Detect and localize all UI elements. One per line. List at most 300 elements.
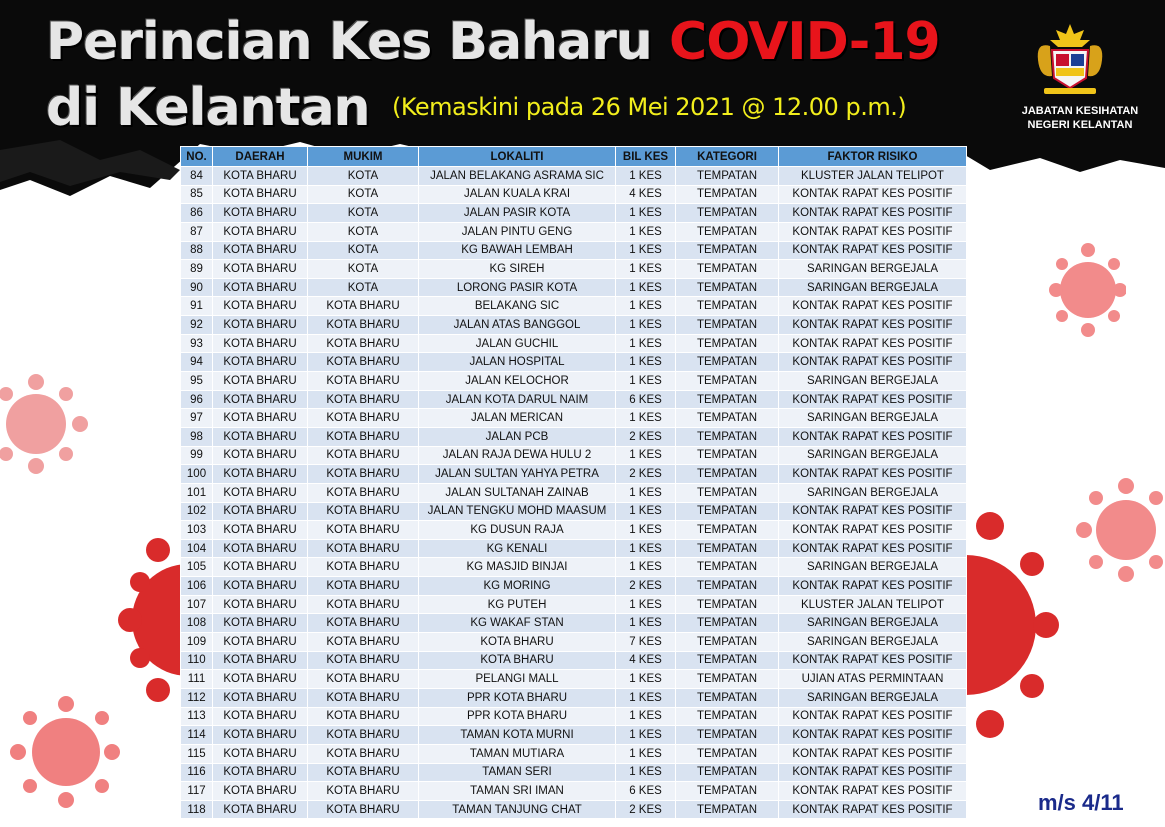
cell-daerah: KOTA BHARU (213, 427, 308, 446)
cell-no: 110 (181, 651, 213, 670)
cell-faktor-risiko: KLUSTER JALAN TELIPOT (779, 167, 967, 186)
cell-faktor-risiko: KONTAK RAPAT KES POSITIF (779, 241, 967, 260)
cell-daerah: KOTA BHARU (213, 185, 308, 204)
cell-kategori: TEMPATAN (676, 800, 779, 819)
cell-daerah: KOTA BHARU (213, 222, 308, 241)
cell-kategori: TEMPATAN (676, 502, 779, 521)
update-timestamp: (Kemaskini pada 26 Mei 2021 @ 12.00 p.m.) (392, 93, 907, 121)
cell-mukim: KOTA BHARU (308, 744, 419, 763)
case-table-container (180, 146, 966, 819)
cell-bil-kes: 1 KES (616, 763, 676, 782)
cell-lokaliti: TAMAN SRI IMAN (419, 782, 616, 801)
cell-faktor-risiko: SARINGAN BERGEJALA (779, 614, 967, 633)
page-number: m/s 4/11 (1038, 790, 1124, 815)
cell-no: 107 (181, 595, 213, 614)
cell-bil-kes: 1 KES (616, 446, 676, 465)
cell-faktor-risiko: SARINGAN BERGEJALA (779, 688, 967, 707)
cell-no: 90 (181, 278, 213, 297)
table-row (181, 241, 967, 260)
cell-bil-kes: 1 KES (616, 539, 676, 558)
cell-lokaliti: JALAN SULTAN YAHYA PETRA (419, 465, 616, 484)
cell-mukim: KOTA BHARU (308, 427, 419, 446)
department-name (1005, 104, 1155, 132)
cell-daerah: KOTA BHARU (213, 726, 308, 745)
cell-bil-kes: 1 KES (616, 278, 676, 297)
cell-kategori: TEMPATAN (676, 688, 779, 707)
cell-mukim: KOTA (308, 260, 419, 279)
cell-kategori: TEMPATAN (676, 539, 779, 558)
cell-lokaliti: JALAN KELOCHOR (419, 372, 616, 391)
table-header-row (181, 147, 967, 167)
table-row (181, 521, 967, 540)
department-line1: JABATAN KESIHATAN (1021, 105, 1139, 117)
table-row (181, 633, 967, 652)
cell-faktor-risiko: KONTAK RAPAT KES POSITIF (779, 521, 967, 540)
cell-daerah: KOTA BHARU (213, 800, 308, 819)
cell-bil-kes: 1 KES (616, 260, 676, 279)
cell-lokaliti: BELAKANG SIC (419, 297, 616, 316)
table-row (181, 651, 967, 670)
cell-no: 100 (181, 465, 213, 484)
cell-faktor-risiko: KONTAK RAPAT KES POSITIF (779, 390, 967, 409)
table-row (181, 390, 967, 409)
cell-kategori: TEMPATAN (676, 465, 779, 484)
cell-kategori: TEMPATAN (676, 483, 779, 502)
cell-mukim: KOTA BHARU (308, 297, 419, 316)
cell-daerah: KOTA BHARU (213, 521, 308, 540)
virus-icon (1048, 234, 1126, 352)
table-row (181, 260, 967, 279)
cell-no: 96 (181, 390, 213, 409)
cell-daerah: KOTA BHARU (213, 465, 308, 484)
cell-faktor-risiko: KONTAK RAPAT KES POSITIF (779, 204, 967, 223)
cell-bil-kes: 1 KES (616, 409, 676, 428)
cell-daerah: KOTA BHARU (213, 241, 308, 260)
cell-daerah: KOTA BHARU (213, 539, 308, 558)
cell-daerah: KOTA BHARU (213, 595, 308, 614)
cell-bil-kes: 1 KES (616, 204, 676, 223)
cell-no: 84 (181, 167, 213, 186)
table-row (181, 446, 967, 465)
cell-lokaliti: KG SIREH (419, 260, 616, 279)
table-row (181, 204, 967, 223)
cell-bil-kes: 1 KES (616, 558, 676, 577)
table-row (181, 502, 967, 521)
cell-no: 88 (181, 241, 213, 260)
cell-bil-kes: 2 KES (616, 577, 676, 596)
cell-no: 115 (181, 744, 213, 763)
table-row (181, 334, 967, 353)
table-row (181, 726, 967, 745)
cell-mukim: KOTA BHARU (308, 595, 419, 614)
cell-no: 112 (181, 688, 213, 707)
cell-lokaliti: KG DUSUN RAJA (419, 521, 616, 540)
cell-lokaliti: PPR KOTA BHARU (419, 688, 616, 707)
cell-bil-kes: 1 KES (616, 316, 676, 335)
cell-mukim: KOTA BHARU (308, 726, 419, 745)
cell-lokaliti: KOTA BHARU (419, 651, 616, 670)
page-title-line2: di Kelantan (46, 78, 370, 138)
cell-kategori: TEMPATAN (676, 633, 779, 652)
cell-daerah: KOTA BHARU (213, 446, 308, 465)
table-row (181, 316, 967, 335)
column-header-no: NO. (181, 147, 213, 167)
cell-no: 95 (181, 372, 213, 391)
cell-mukim: KOTA (308, 167, 419, 186)
cell-faktor-risiko: KONTAK RAPAT KES POSITIF (779, 763, 967, 782)
cell-faktor-risiko: KLUSTER JALAN TELIPOT (779, 595, 967, 614)
cell-daerah: KOTA BHARU (213, 167, 308, 186)
cell-daerah: KOTA BHARU (213, 707, 308, 726)
cell-no: 116 (181, 763, 213, 782)
cell-daerah: KOTA BHARU (213, 353, 308, 372)
cell-faktor-risiko: KONTAK RAPAT KES POSITIF (779, 651, 967, 670)
cell-no: 89 (181, 260, 213, 279)
table-row (181, 483, 967, 502)
cell-lokaliti: JALAN TENGKU MOHD MAASUM (419, 502, 616, 521)
cell-no: 111 (181, 670, 213, 689)
cell-kategori: TEMPATAN (676, 334, 779, 353)
cell-daerah: KOTA BHARU (213, 204, 308, 223)
cell-faktor-risiko: KONTAK RAPAT KES POSITIF (779, 316, 967, 335)
cell-faktor-risiko: KONTAK RAPAT KES POSITIF (779, 222, 967, 241)
cell-mukim: KOTA (308, 185, 419, 204)
cell-mukim: KOTA BHARU (308, 800, 419, 819)
cell-kategori: TEMPATAN (676, 446, 779, 465)
cell-no: 94 (181, 353, 213, 372)
cell-daerah: KOTA BHARU (213, 670, 308, 689)
cell-lokaliti: JALAN KUALA KRAI (419, 185, 616, 204)
cell-faktor-risiko: SARINGAN BERGEJALA (779, 483, 967, 502)
cell-kategori: TEMPATAN (676, 521, 779, 540)
cell-bil-kes: 4 KES (616, 651, 676, 670)
table-row (181, 278, 967, 297)
cell-lokaliti: TAMAN MUTIARA (419, 744, 616, 763)
cell-daerah: KOTA BHARU (213, 782, 308, 801)
cell-no: 114 (181, 726, 213, 745)
cell-no: 109 (181, 633, 213, 652)
cell-daerah: KOTA BHARU (213, 372, 308, 391)
cell-no: 104 (181, 539, 213, 558)
cell-lokaliti: JALAN GUCHIL (419, 334, 616, 353)
cell-kategori: TEMPATAN (676, 390, 779, 409)
cell-daerah: KOTA BHARU (213, 558, 308, 577)
table-row (181, 782, 967, 801)
cell-daerah: KOTA BHARU (213, 278, 308, 297)
cell-lokaliti: JALAN ATAS BANGGOL (419, 316, 616, 335)
cell-faktor-risiko: KONTAK RAPAT KES POSITIF (779, 744, 967, 763)
column-header-daerah: DAERAH (213, 147, 308, 167)
cell-lokaliti: JALAN HOSPITAL (419, 353, 616, 372)
cell-kategori: TEMPATAN (676, 260, 779, 279)
cell-lokaliti: KG MORING (419, 577, 616, 596)
cell-lokaliti: KG PUTEH (419, 595, 616, 614)
cell-kategori: TEMPATAN (676, 185, 779, 204)
cell-daerah: KOTA BHARU (213, 651, 308, 670)
cell-faktor-risiko: KONTAK RAPAT KES POSITIF (779, 707, 967, 726)
cell-bil-kes: 1 KES (616, 167, 676, 186)
cell-faktor-risiko: KONTAK RAPAT KES POSITIF (779, 782, 967, 801)
cell-bil-kes: 1 KES (616, 222, 676, 241)
cell-mukim: KOTA BHARU (308, 763, 419, 782)
cell-bil-kes: 1 KES (616, 372, 676, 391)
cell-bil-kes: 1 KES (616, 614, 676, 633)
virus-icon (0, 366, 92, 484)
title-text: Perincian Kes Baharu (46, 12, 652, 72)
cell-kategori: TEMPATAN (676, 409, 779, 428)
table-body (181, 167, 967, 819)
cell-bil-kes: 1 KES (616, 297, 676, 316)
cell-daerah: KOTA BHARU (213, 297, 308, 316)
cell-faktor-risiko: KONTAK RAPAT KES POSITIF (779, 502, 967, 521)
cell-lokaliti: KG WAKAF STAN (419, 614, 616, 633)
cell-daerah: KOTA BHARU (213, 390, 308, 409)
cell-faktor-risiko: SARINGAN BERGEJALA (779, 446, 967, 465)
cell-kategori: TEMPATAN (676, 222, 779, 241)
cell-mukim: KOTA BHARU (308, 782, 419, 801)
cell-no: 98 (181, 427, 213, 446)
cell-bil-kes: 2 KES (616, 465, 676, 484)
cell-faktor-risiko: SARINGAN BERGEJALA (779, 260, 967, 279)
cell-mukim: KOTA BHARU (308, 465, 419, 484)
cell-kategori: TEMPATAN (676, 614, 779, 633)
table-row (181, 167, 967, 186)
table-row (181, 577, 967, 596)
cell-mukim: KOTA BHARU (308, 334, 419, 353)
cell-mukim: KOTA BHARU (308, 353, 419, 372)
cell-bil-kes: 1 KES (616, 670, 676, 689)
cell-faktor-risiko: UJIAN ATAS PERMINTAAN (779, 670, 967, 689)
cell-no: 87 (181, 222, 213, 241)
cell-kategori: TEMPATAN (676, 558, 779, 577)
cell-lokaliti: KG MASJID BINJAI (419, 558, 616, 577)
table-row (181, 353, 967, 372)
cell-daerah: KOTA BHARU (213, 502, 308, 521)
cell-faktor-risiko: KONTAK RAPAT KES POSITIF (779, 465, 967, 484)
cell-lokaliti: JALAN KOTA DARUL NAIM (419, 390, 616, 409)
cell-faktor-risiko: KONTAK RAPAT KES POSITIF (779, 539, 967, 558)
cell-kategori: TEMPATAN (676, 577, 779, 596)
cell-mukim: KOTA BHARU (308, 502, 419, 521)
cell-daerah: KOTA BHARU (213, 483, 308, 502)
cell-no: 97 (181, 409, 213, 428)
table-row (181, 539, 967, 558)
cell-daerah: KOTA BHARU (213, 763, 308, 782)
table-row (181, 763, 967, 782)
column-header-mukim: MUKIM (308, 147, 419, 167)
cell-mukim: KOTA BHARU (308, 446, 419, 465)
cell-lokaliti: JALAN MERICAN (419, 409, 616, 428)
cell-faktor-risiko: SARINGAN BERGEJALA (779, 558, 967, 577)
cell-lokaliti: LORONG PASIR KOTA (419, 278, 616, 297)
cell-mukim: KOTA (308, 222, 419, 241)
cell-mukim: KOTA BHARU (308, 521, 419, 540)
cell-bil-kes: 1 KES (616, 726, 676, 745)
page-title (46, 12, 940, 72)
table-row (181, 744, 967, 763)
cell-lokaliti: TAMAN TANJUNG CHAT (419, 800, 616, 819)
cell-daerah: KOTA BHARU (213, 577, 308, 596)
cell-kategori: TEMPATAN (676, 316, 779, 335)
cell-mukim: KOTA BHARU (308, 483, 419, 502)
cell-faktor-risiko: SARINGAN BERGEJALA (779, 409, 967, 428)
table-row (181, 800, 967, 819)
cell-faktor-risiko: KONTAK RAPAT KES POSITIF (779, 353, 967, 372)
cell-mukim: KOTA BHARU (308, 707, 419, 726)
cell-lokaliti: PPR KOTA BHARU (419, 707, 616, 726)
table-row (181, 222, 967, 241)
cell-no: 105 (181, 558, 213, 577)
cell-bil-kes: 6 KES (616, 390, 676, 409)
cell-lokaliti: PELANGI MALL (419, 670, 616, 689)
cell-bil-kes: 2 KES (616, 427, 676, 446)
table-row (181, 297, 967, 316)
cell-mukim: KOTA BHARU (308, 558, 419, 577)
cell-bil-kes: 1 KES (616, 502, 676, 521)
cell-kategori: TEMPATAN (676, 744, 779, 763)
table-row (181, 185, 967, 204)
cell-mukim: KOTA BHARU (308, 539, 419, 558)
cell-faktor-risiko: KONTAK RAPAT KES POSITIF (779, 185, 967, 204)
cell-no: 117 (181, 782, 213, 801)
department-line2: NEGERI KELANTAN (1027, 119, 1133, 131)
cell-bil-kes: 1 KES (616, 521, 676, 540)
cell-faktor-risiko: SARINGAN BERGEJALA (779, 278, 967, 297)
cell-mukim: KOTA (308, 241, 419, 260)
cell-lokaliti: JALAN PASIR KOTA (419, 204, 616, 223)
table-row (181, 614, 967, 633)
cell-bil-kes: 1 KES (616, 334, 676, 353)
cell-faktor-risiko: SARINGAN BERGEJALA (779, 633, 967, 652)
cell-faktor-risiko: KONTAK RAPAT KES POSITIF (779, 800, 967, 819)
cell-bil-kes: 1 KES (616, 707, 676, 726)
table-row (181, 595, 967, 614)
cell-kategori: TEMPATAN (676, 278, 779, 297)
cell-faktor-risiko: KONTAK RAPAT KES POSITIF (779, 577, 967, 596)
cell-lokaliti: JALAN PINTU GENG (419, 222, 616, 241)
cell-mukim: KOTA BHARU (308, 409, 419, 428)
cell-no: 113 (181, 707, 213, 726)
cell-bil-kes: 1 KES (616, 744, 676, 763)
cell-mukim: KOTA BHARU (308, 688, 419, 707)
column-header-bil-kes: BIL KES (616, 147, 676, 167)
table-row (181, 558, 967, 577)
cell-faktor-risiko: KONTAK RAPAT KES POSITIF (779, 726, 967, 745)
cell-lokaliti: JALAN PCB (419, 427, 616, 446)
column-header-kategori: KATEGORI (676, 147, 779, 167)
cell-no: 106 (181, 577, 213, 596)
cell-no: 85 (181, 185, 213, 204)
cell-kategori: TEMPATAN (676, 353, 779, 372)
cell-mukim: KOTA (308, 278, 419, 297)
cell-lokaliti: KG KENALI (419, 539, 616, 558)
table-row (181, 465, 967, 484)
cell-lokaliti: TAMAN KOTA MURNI (419, 726, 616, 745)
cell-no: 99 (181, 446, 213, 465)
cell-kategori: TEMPATAN (676, 204, 779, 223)
table-row (181, 409, 967, 428)
table-row (181, 670, 967, 689)
cell-lokaliti: JALAN BELAKANG ASRAMA SIC (419, 167, 616, 186)
cell-bil-kes: 1 KES (616, 353, 676, 372)
cell-faktor-risiko: KONTAK RAPAT KES POSITIF (779, 334, 967, 353)
cell-mukim: KOTA BHARU (308, 390, 419, 409)
virus-icon (1076, 470, 1165, 590)
cell-faktor-risiko: SARINGAN BERGEJALA (779, 372, 967, 391)
cell-kategori: TEMPATAN (676, 763, 779, 782)
cell-no: 92 (181, 316, 213, 335)
virus-icon (6, 690, 122, 814)
cell-mukim: KOTA BHARU (308, 577, 419, 596)
cell-no: 102 (181, 502, 213, 521)
cell-no: 101 (181, 483, 213, 502)
cell-kategori: TEMPATAN (676, 595, 779, 614)
cell-kategori: TEMPATAN (676, 651, 779, 670)
cell-kategori: TEMPATAN (676, 241, 779, 260)
cell-daerah: KOTA BHARU (213, 614, 308, 633)
cell-mukim: KOTA BHARU (308, 670, 419, 689)
cell-kategori: TEMPATAN (676, 707, 779, 726)
cell-kategori: TEMPATAN (676, 167, 779, 186)
cell-mukim: KOTA BHARU (308, 614, 419, 633)
cell-no: 91 (181, 297, 213, 316)
cell-lokaliti: JALAN RAJA DEWA HULU 2 (419, 446, 616, 465)
column-header-faktor-risiko: FAKTOR RISIKO (779, 147, 967, 167)
title-highlight: COVID-19 (669, 12, 940, 72)
cell-mukim: KOTA BHARU (308, 316, 419, 335)
table-row (181, 688, 967, 707)
cell-mukim: KOTA (308, 204, 419, 223)
table-row (181, 707, 967, 726)
cell-bil-kes: 2 KES (616, 800, 676, 819)
cell-kategori: TEMPATAN (676, 372, 779, 391)
cell-mukim: KOTA BHARU (308, 633, 419, 652)
cell-faktor-risiko: KONTAK RAPAT KES POSITIF (779, 297, 967, 316)
table-row (181, 372, 967, 391)
column-header-lokaliti: LOKALITI (419, 147, 616, 167)
cell-kategori: TEMPATAN (676, 782, 779, 801)
cell-daerah: KOTA BHARU (213, 316, 308, 335)
cell-mukim: KOTA BHARU (308, 651, 419, 670)
cell-bil-kes: 1 KES (616, 241, 676, 260)
cell-bil-kes: 6 KES (616, 782, 676, 801)
cell-daerah: KOTA BHARU (213, 409, 308, 428)
cell-faktor-risiko: KONTAK RAPAT KES POSITIF (779, 427, 967, 446)
cell-daerah: KOTA BHARU (213, 744, 308, 763)
cell-bil-kes: 4 KES (616, 185, 676, 204)
cell-no: 86 (181, 204, 213, 223)
cell-kategori: TEMPATAN (676, 297, 779, 316)
cell-daerah: KOTA BHARU (213, 334, 308, 353)
cell-kategori: TEMPATAN (676, 670, 779, 689)
cell-bil-kes: 1 KES (616, 688, 676, 707)
cell-no: 108 (181, 614, 213, 633)
case-table (180, 146, 967, 819)
coat-of-arms-icon (1030, 20, 1110, 100)
cell-lokaliti: KG BAWAH LEMBAH (419, 241, 616, 260)
cell-kategori: TEMPATAN (676, 726, 779, 745)
cell-kategori: TEMPATAN (676, 427, 779, 446)
table-row (181, 427, 967, 446)
cell-bil-kes: 1 KES (616, 595, 676, 614)
cell-mukim: KOTA BHARU (308, 372, 419, 391)
cell-daerah: KOTA BHARU (213, 260, 308, 279)
cell-daerah: KOTA BHARU (213, 688, 308, 707)
cell-bil-kes: 7 KES (616, 633, 676, 652)
cell-no: 103 (181, 521, 213, 540)
cell-no: 93 (181, 334, 213, 353)
cell-daerah: KOTA BHARU (213, 633, 308, 652)
